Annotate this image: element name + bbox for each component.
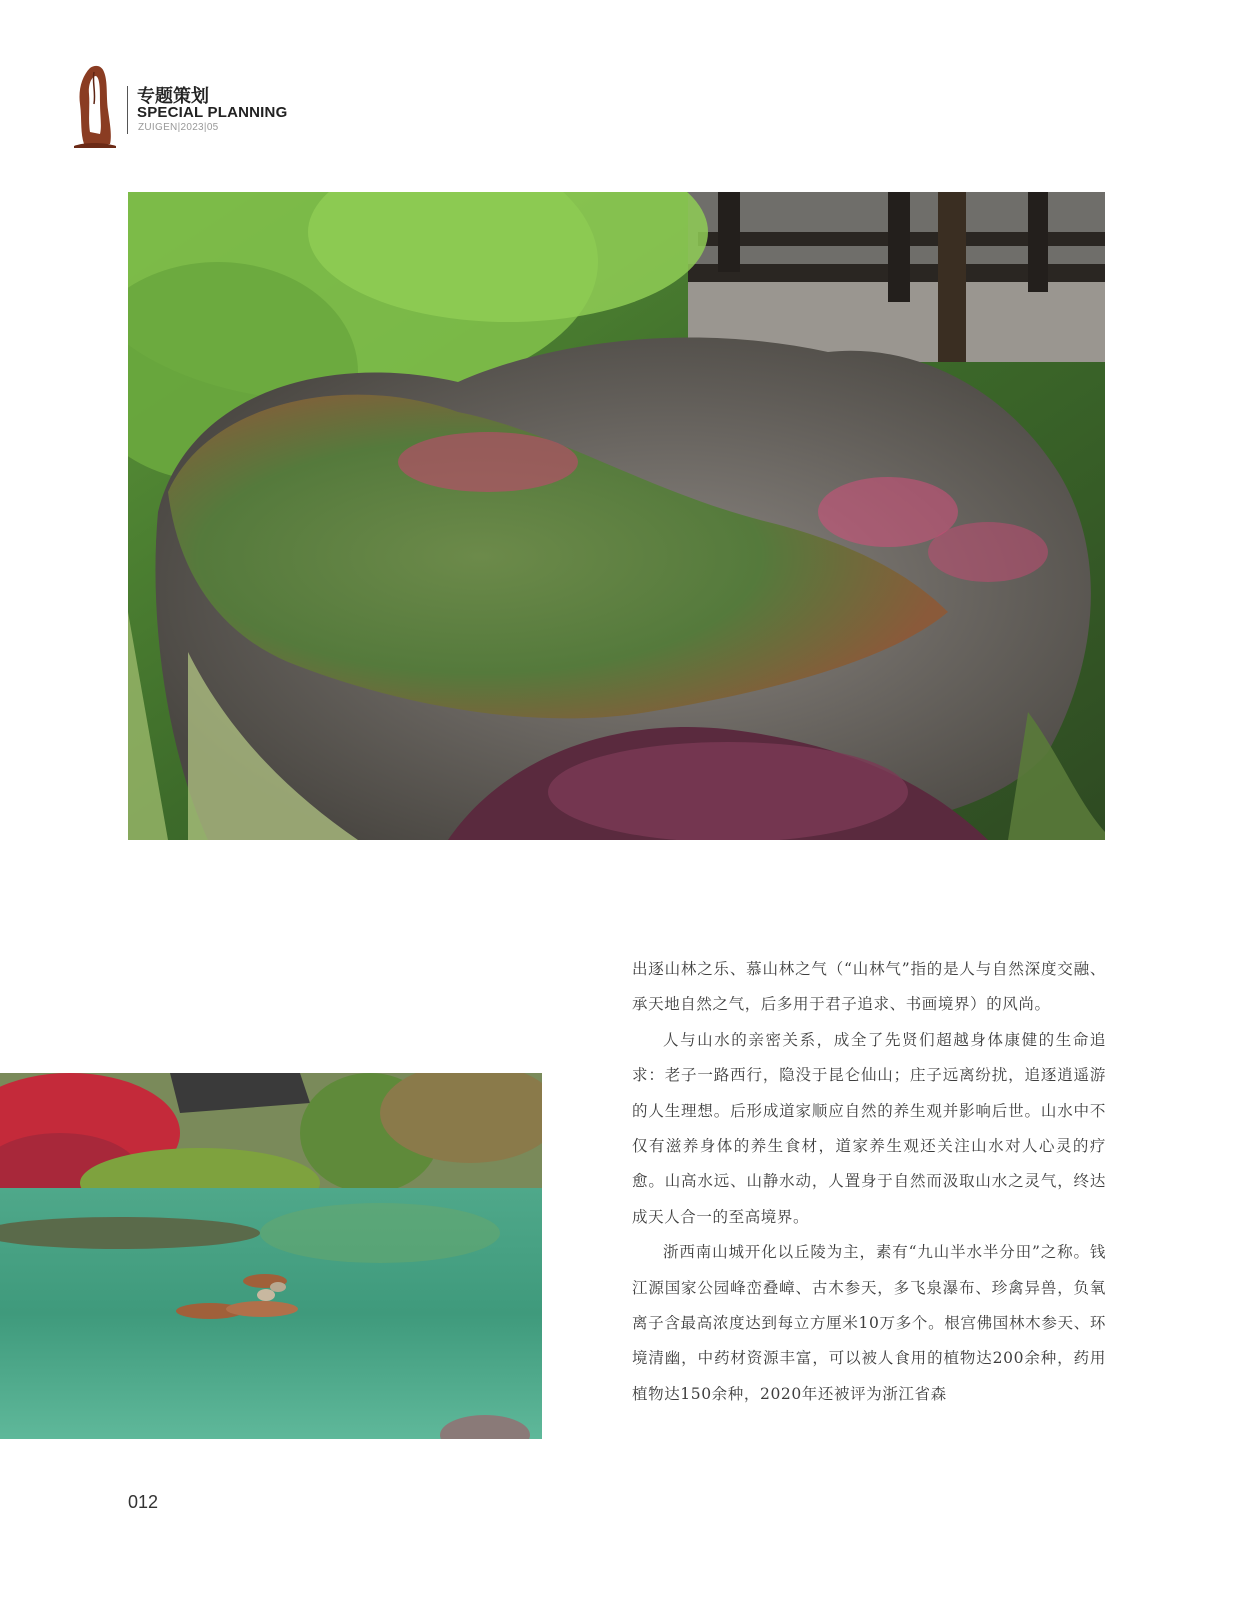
garden-pond-photo xyxy=(0,1073,542,1439)
section-title-en: SPECIAL PLANNING xyxy=(137,104,288,121)
article-body xyxy=(632,952,1106,1412)
root-sculpture-icon xyxy=(70,62,118,148)
article-paragraph-1: 出逐山林之乐、慕山林之气（“山林气”指的是人与自然深度交融、承天地自然之气，后多用于君子追求、书画境界）的风尚。 xyxy=(632,960,1106,1014)
article-paragraph-3: 浙西南山城开化以丘陵为主，素有“九山半水半分田”之称。钱江源国家公园峰峦叠嶂、古木参天，多飞泉瀑布、珍禽异兽，负氧离子含最高浓度达到每立方厘米10万多个。根宫佛国林木参天、环境清幽，中药材资源丰富，可以被人食用的植物达200余种，药用植物达150余种，2020年还被评为浙江省森 xyxy=(632,1243,1106,1403)
root-sculpture-logo xyxy=(70,62,118,148)
rock-garden-photo xyxy=(128,192,1105,840)
article-paragraph-2: 人与山水的亲密关系，成全了先贤们超越身体康健的生命追求：老子一路西行，隐没于昆仑仙山；庄子远离纷扰，追逐逍遥游的人生理想。后形成道家顺应自然的养生观并影响后世。山水中不仅有滋养身体的养生食材，道家养生观还关注山水对人心灵的疗愈。山高水远、山静水动，人置身于自然而汲取山水之灵气，终达成天人合一的至高境界。 xyxy=(632,1030,1106,1226)
page-number: 012 xyxy=(128,1492,159,1512)
section-title-cn: 专题策划 xyxy=(137,86,209,107)
issue-label: ZUIGEN|2023|05 xyxy=(138,122,219,133)
header-divider xyxy=(127,86,128,134)
